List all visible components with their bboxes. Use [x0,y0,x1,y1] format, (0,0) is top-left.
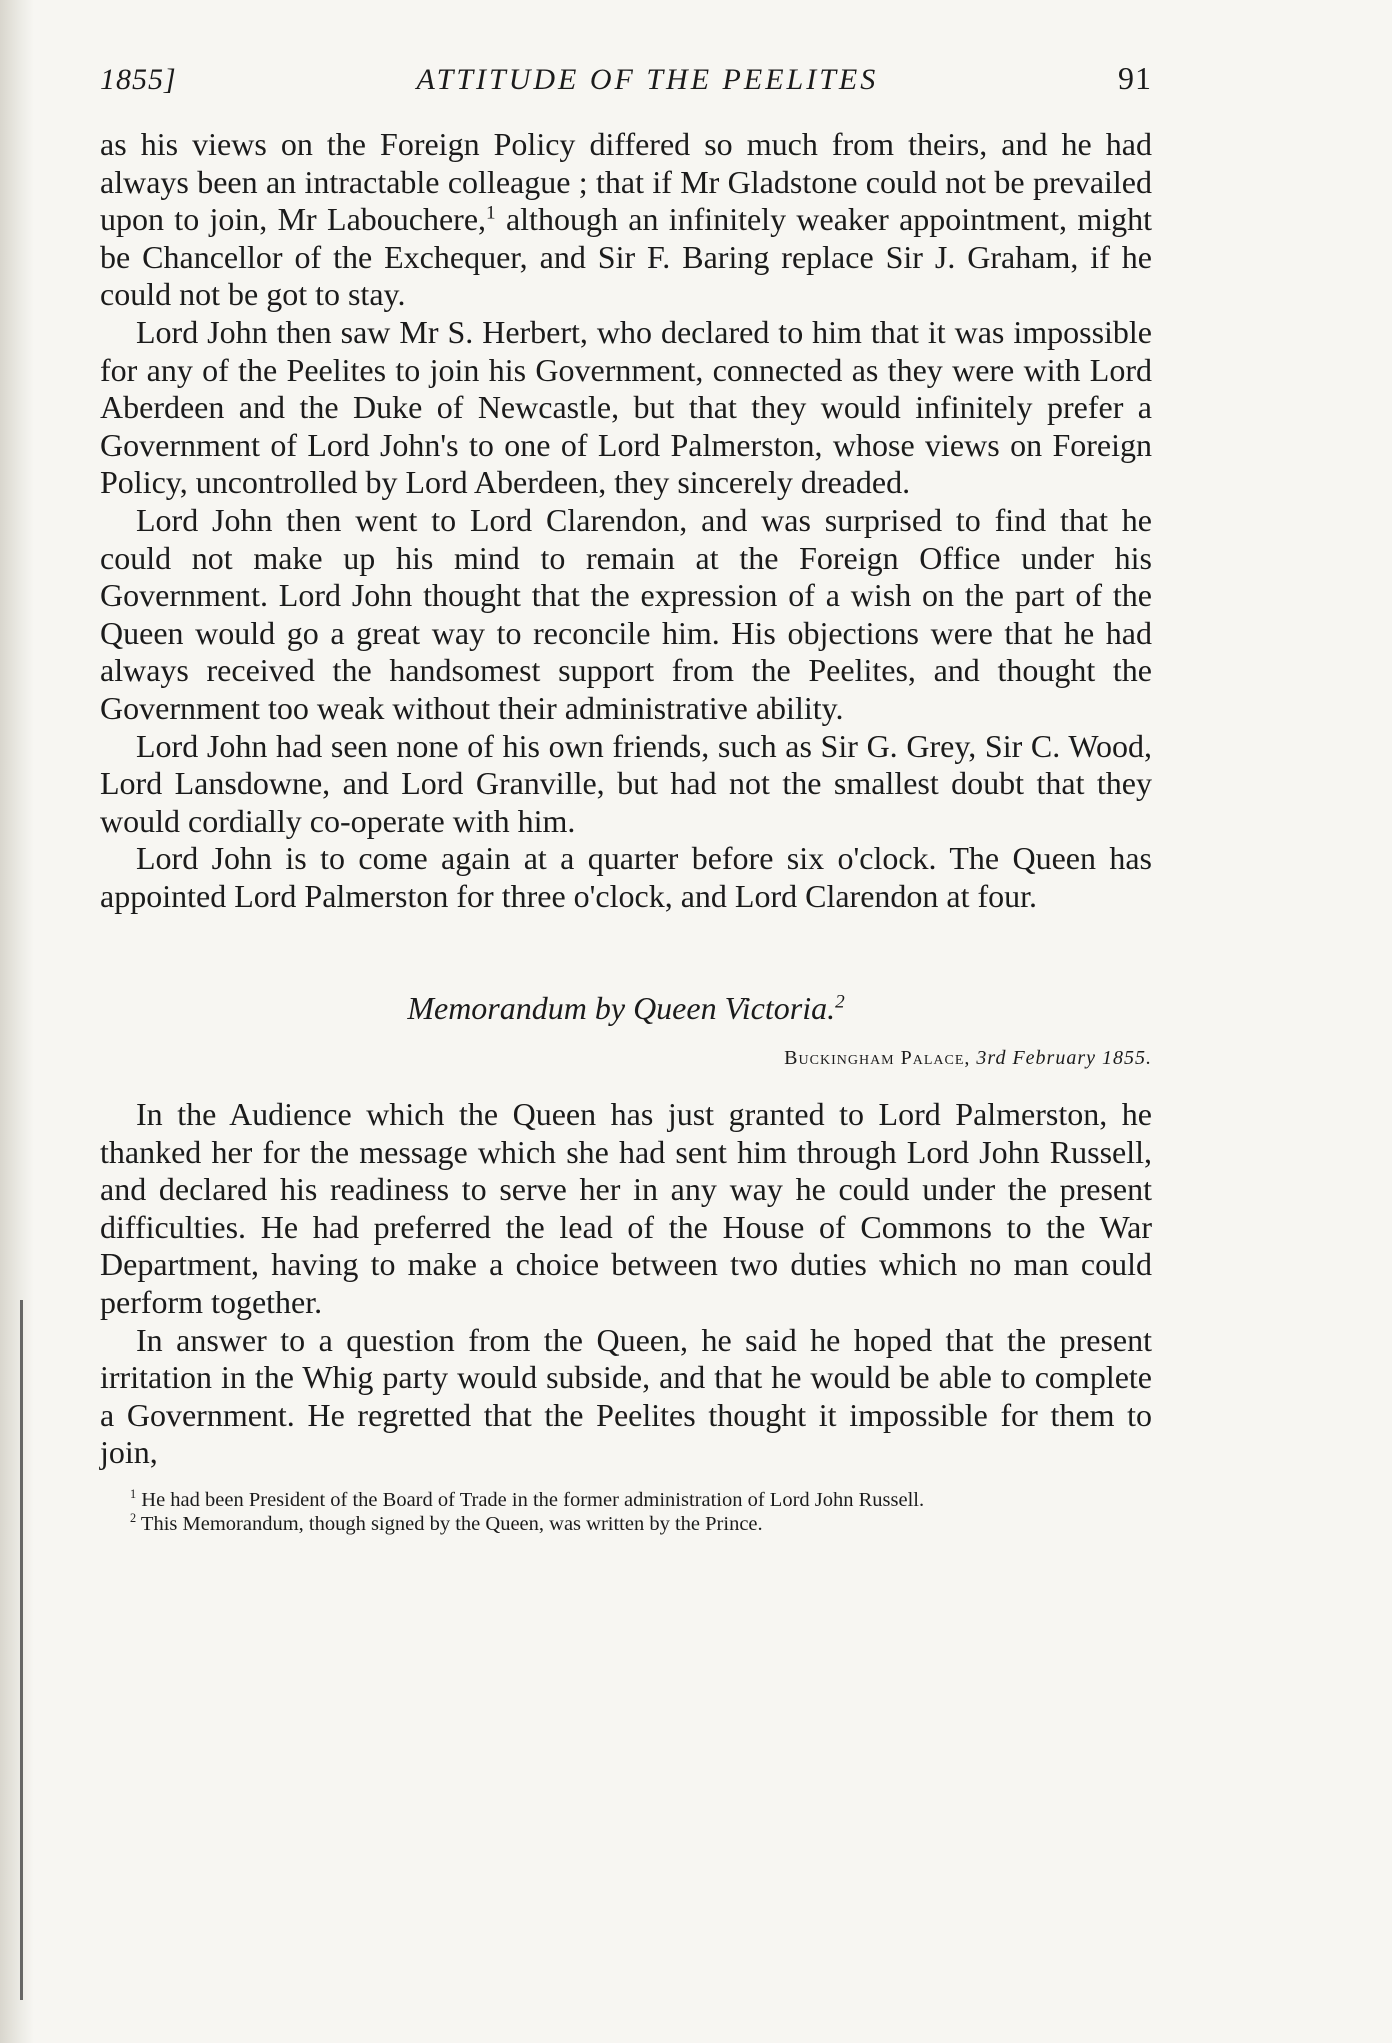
footnote [100,1512,1152,1536]
paragraph-text: although an infinitely weaker appointment, might be Chancellor of the Exchequer, and Sir F. Baring replace Sir J. Graham, if he could not be got to stay. [100,201,1153,313]
footnote-marker: 2 [835,991,845,1013]
footnote [100,1488,1152,1512]
footnotes [100,1488,1152,1536]
memo-title: Memorandum by Queen Victoria. [407,990,836,1027]
footnote-text: This Memorandum, though signed by the Queen, was written by the Prince. [140,1513,763,1535]
paragraph-text: as his views on the Foreign Policy differed so much from theirs, and he had always been an intractable colleague ; that if Mr Gladstone could not be prevailed upon to join, Mr Labouchere, [100,126,1152,238]
book-page [100,60,1152,1536]
footnote-text: He had been President of the Board of Trade in the former administration of Lord John Russell. [141,1489,925,1511]
paragraph: Lord John is to come again at a quarter before six o'clock. The Queen has appointed Lord Palmerston for three o'clock, and Lord Clarendon at four. [100,840,1152,914]
footnote-number: 1 [130,1487,137,1502]
chapter-title: ATTITUDE OF THE PEELITES [416,63,879,96]
memo-place: Buckingham Palace, [784,1047,971,1070]
header-year: 1855] [100,63,177,96]
memo-heading [100,990,1152,1034]
paragraph-continuation [100,126,1152,314]
body-text [100,126,1152,1472]
memo-paragraph: In answer to a question from the Queen, he said he hoped that the present irritation in the Whig party would subside, and that he would be able to complete a Government. He regretted that the Peelites thought it impossible for them to join, [100,1321,1152,1471]
paragraph: Lord John had seen none of his own friends, such as Sir G. Grey, Sir C. Wood, Lord Lansdowne, and Lord Granville, but had not the smallest doubt that they would cordially co-operate with him. [100,727,1152,839]
memo-paragraph: In the Audience which the Queen has just granted to Lord Palmerston, he thanked her for the message which she had sent him through Lord John Russell, and declared his readiness to serve her in any way he could under the present difficulties. He had preferred the lead of the House of Commons to the War Department, having to make a choice between two duties which no man could perform together. [100,1096,1152,1321]
running-head [100,60,1152,110]
memo-date: 3rd February 1855. [976,1047,1152,1070]
page-binding-shadow [20,1300,23,2000]
section-gap [100,915,1152,990]
paragraph: Lord John then saw Mr S. Herbert, who declared to him that it was impossible for any of the Peelites to join his Government, connected as they were with Lord Aberdeen and the Duke of Newcastle, but that they would infinitely prefer a Government of Lord John's to one of Lord Palmerston, whose views on Foreign Policy, uncontrolled by Lord Aberdeen, they sincerely dreaded. [100,313,1152,501]
memo-dateline [100,1040,1152,1078]
footnote-number: 2 [130,1511,137,1526]
page-binding-edge [0,0,34,2043]
paragraph: Lord John then went to Lord Clarendon, and was surprised to find that he could not make up his mind to remain at the Foreign Office under his Government. Lord John thought that the expression of a wish on the part of the Queen would go a great way to reconcile him. His objections were that he had always received the handsomest support from the Peelites, and thought the Government too weak without their administrative ability. [100,501,1152,726]
footnote-marker: 1 [486,202,496,224]
page-number: 91 [1118,60,1152,96]
